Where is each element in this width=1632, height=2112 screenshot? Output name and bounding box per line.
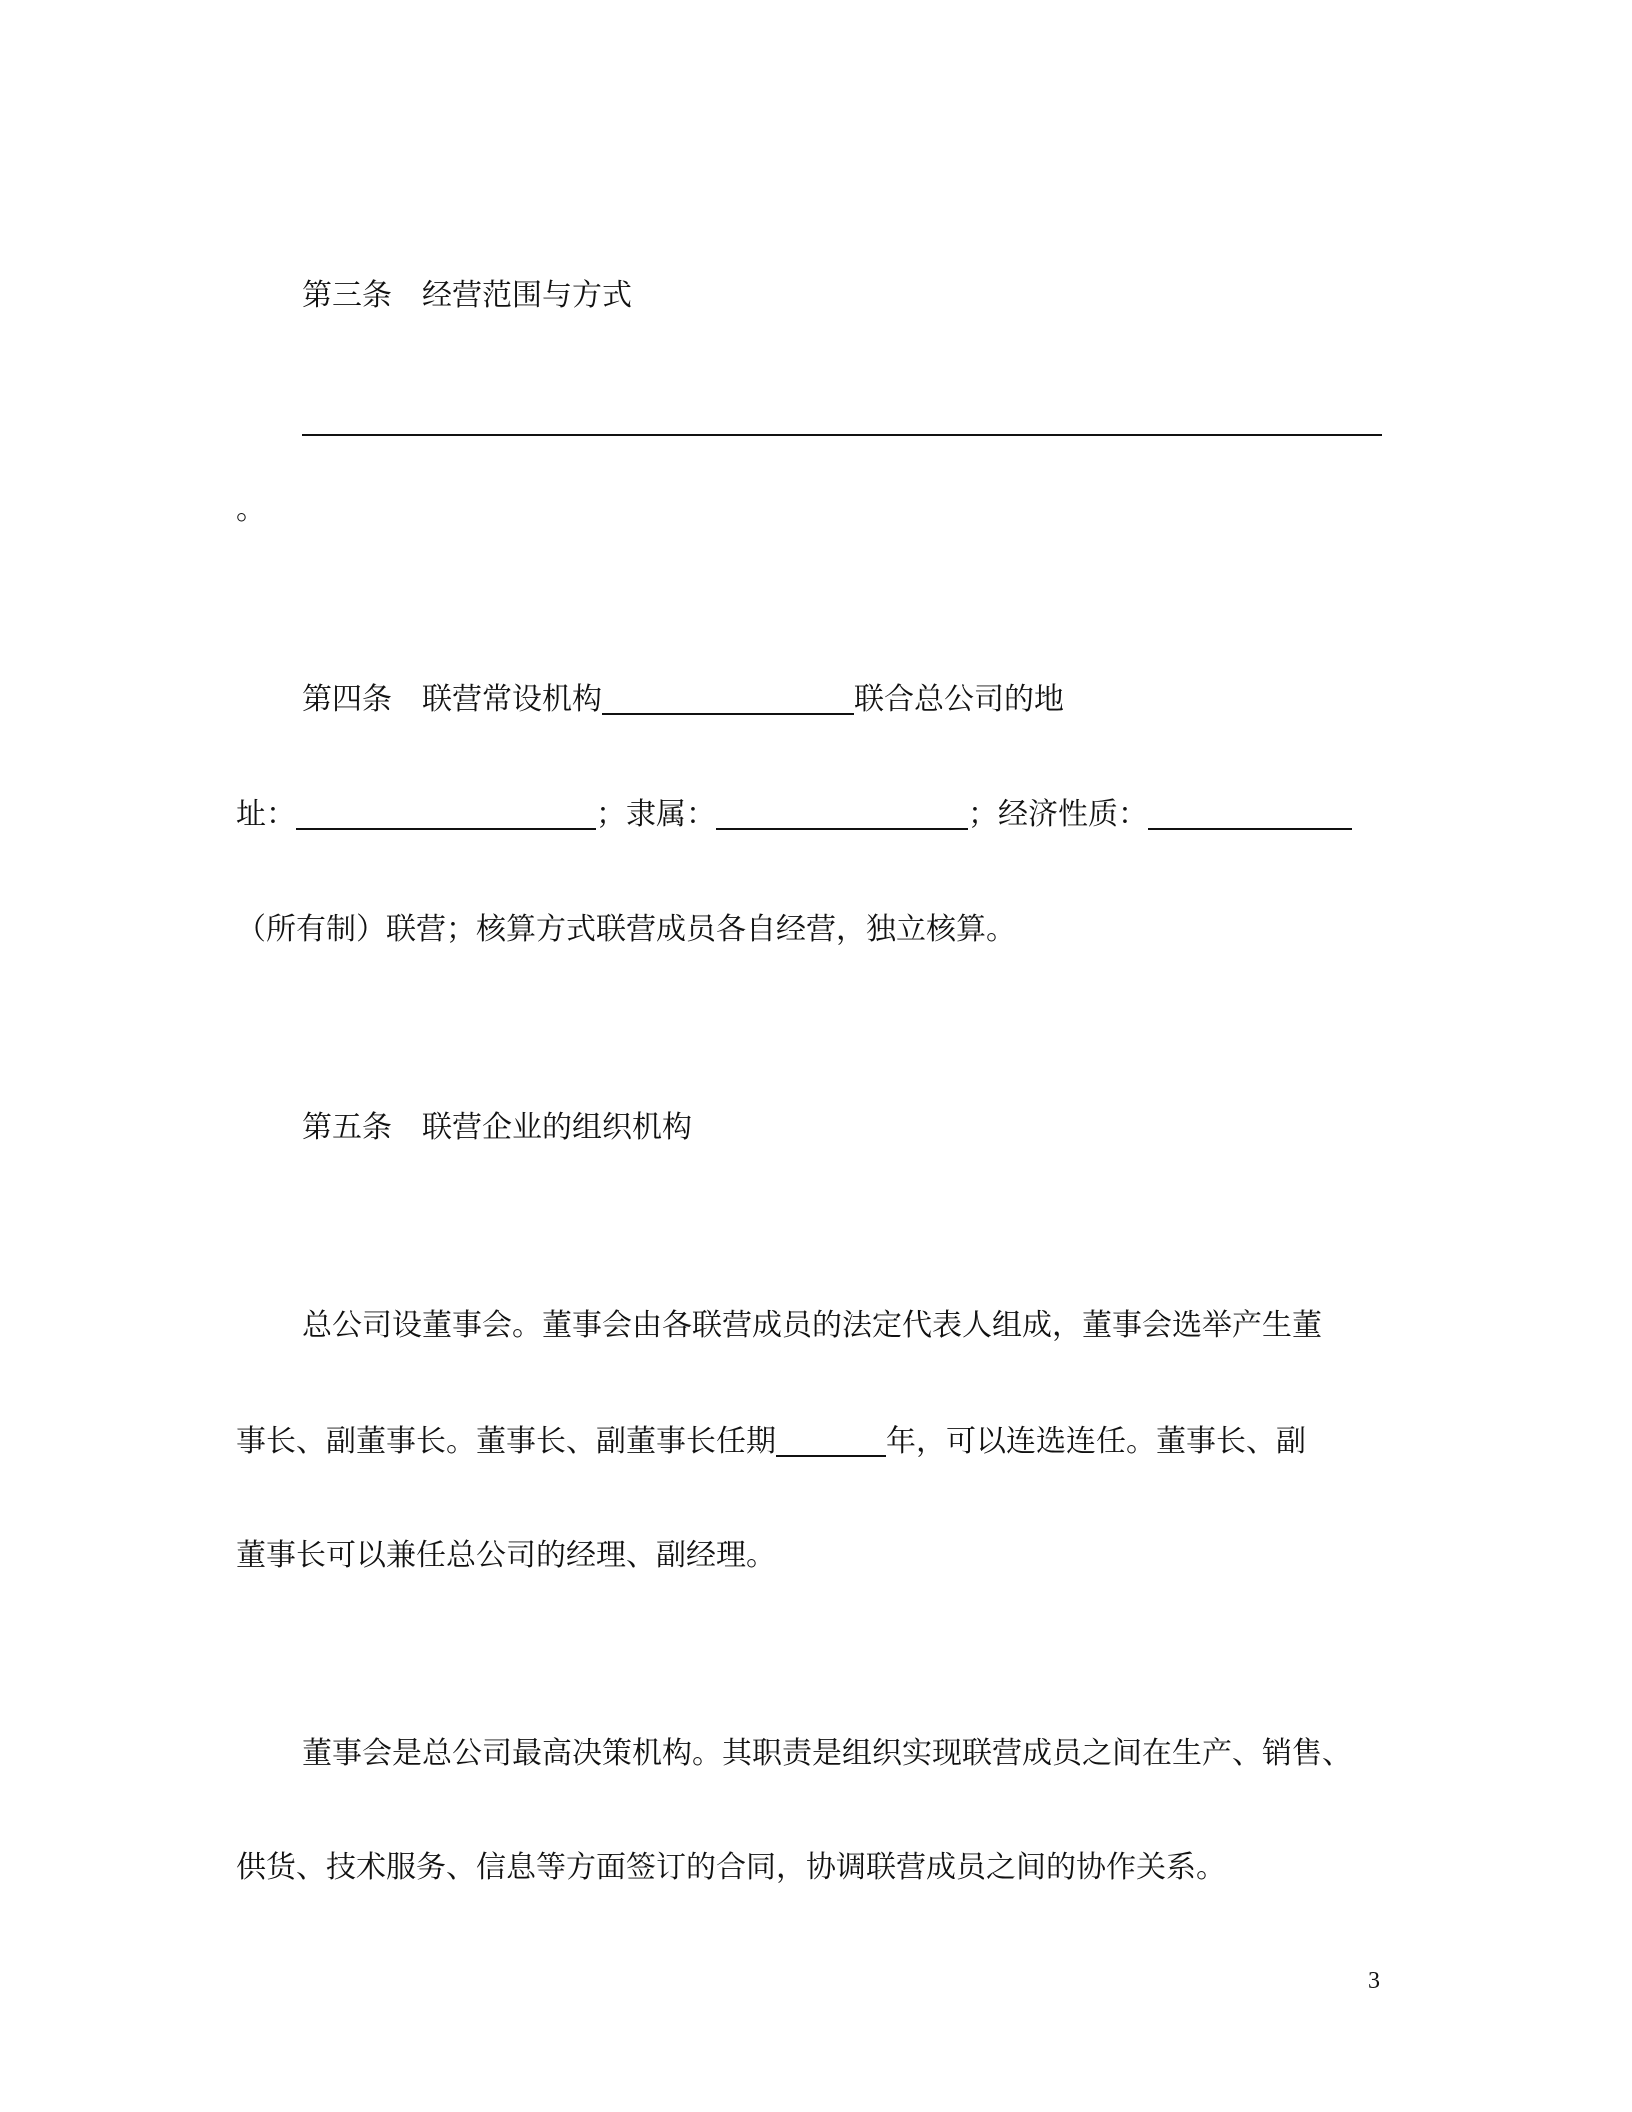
article-5-para-1-line-1: 总公司设董事会。董事会由各联营成员的法定代表人组成，董事会选举产生董 bbox=[302, 1308, 1322, 1343]
term-text-before: 事长、副董事长。董事长、副董事长任期 bbox=[236, 1424, 776, 1459]
office-name-blank[interactable] bbox=[602, 712, 854, 715]
article-4-heading: 第四条 联营常设机构 bbox=[302, 682, 602, 717]
affiliation-blank[interactable] bbox=[716, 827, 968, 830]
term-years-blank[interactable] bbox=[776, 1454, 886, 1457]
article-4-line-2 bbox=[236, 795, 1352, 835]
address-blank[interactable] bbox=[296, 827, 596, 830]
article-5-heading: 第五条 联营企业的组织机构 bbox=[302, 1110, 692, 1145]
article-4-line-3: （所有制）联营；核算方式联营成员各自经营，独立核算。 bbox=[236, 912, 1016, 947]
article-4-line-1 bbox=[302, 680, 1064, 720]
page-number: 3 bbox=[1368, 1968, 1380, 1994]
article-3-heading: 第三条 经营范围与方式 bbox=[302, 278, 632, 313]
article-5-para-2-line-1: 董事会是总公司最高决策机构。其职责是组织实现联营成员之间在生产、销售、 bbox=[302, 1736, 1352, 1771]
economic-nature-blank[interactable] bbox=[1148, 827, 1352, 830]
article-3-scope-blank[interactable] bbox=[302, 434, 1382, 436]
term-text-after: 年，可以连选连任。董事长、副 bbox=[886, 1424, 1306, 1459]
article-5-para-1-line-3: 董事长可以兼任总公司的经理、副经理。 bbox=[236, 1538, 776, 1573]
economic-nature-label: ；经济性质： bbox=[968, 797, 1148, 832]
article-5-para-1-line-2 bbox=[236, 1422, 1306, 1462]
address-label: 址： bbox=[236, 797, 296, 832]
article-4-line-1-tail: 联合总公司的地 bbox=[854, 682, 1064, 717]
article-5-para-2-line-2: 供货、技术服务、信息等方面签订的合同，协调联营成员之间的协作关系。 bbox=[236, 1850, 1226, 1885]
article-3-trailing-period: 。 bbox=[236, 492, 266, 527]
affiliation-label: ；隶属： bbox=[596, 797, 716, 832]
